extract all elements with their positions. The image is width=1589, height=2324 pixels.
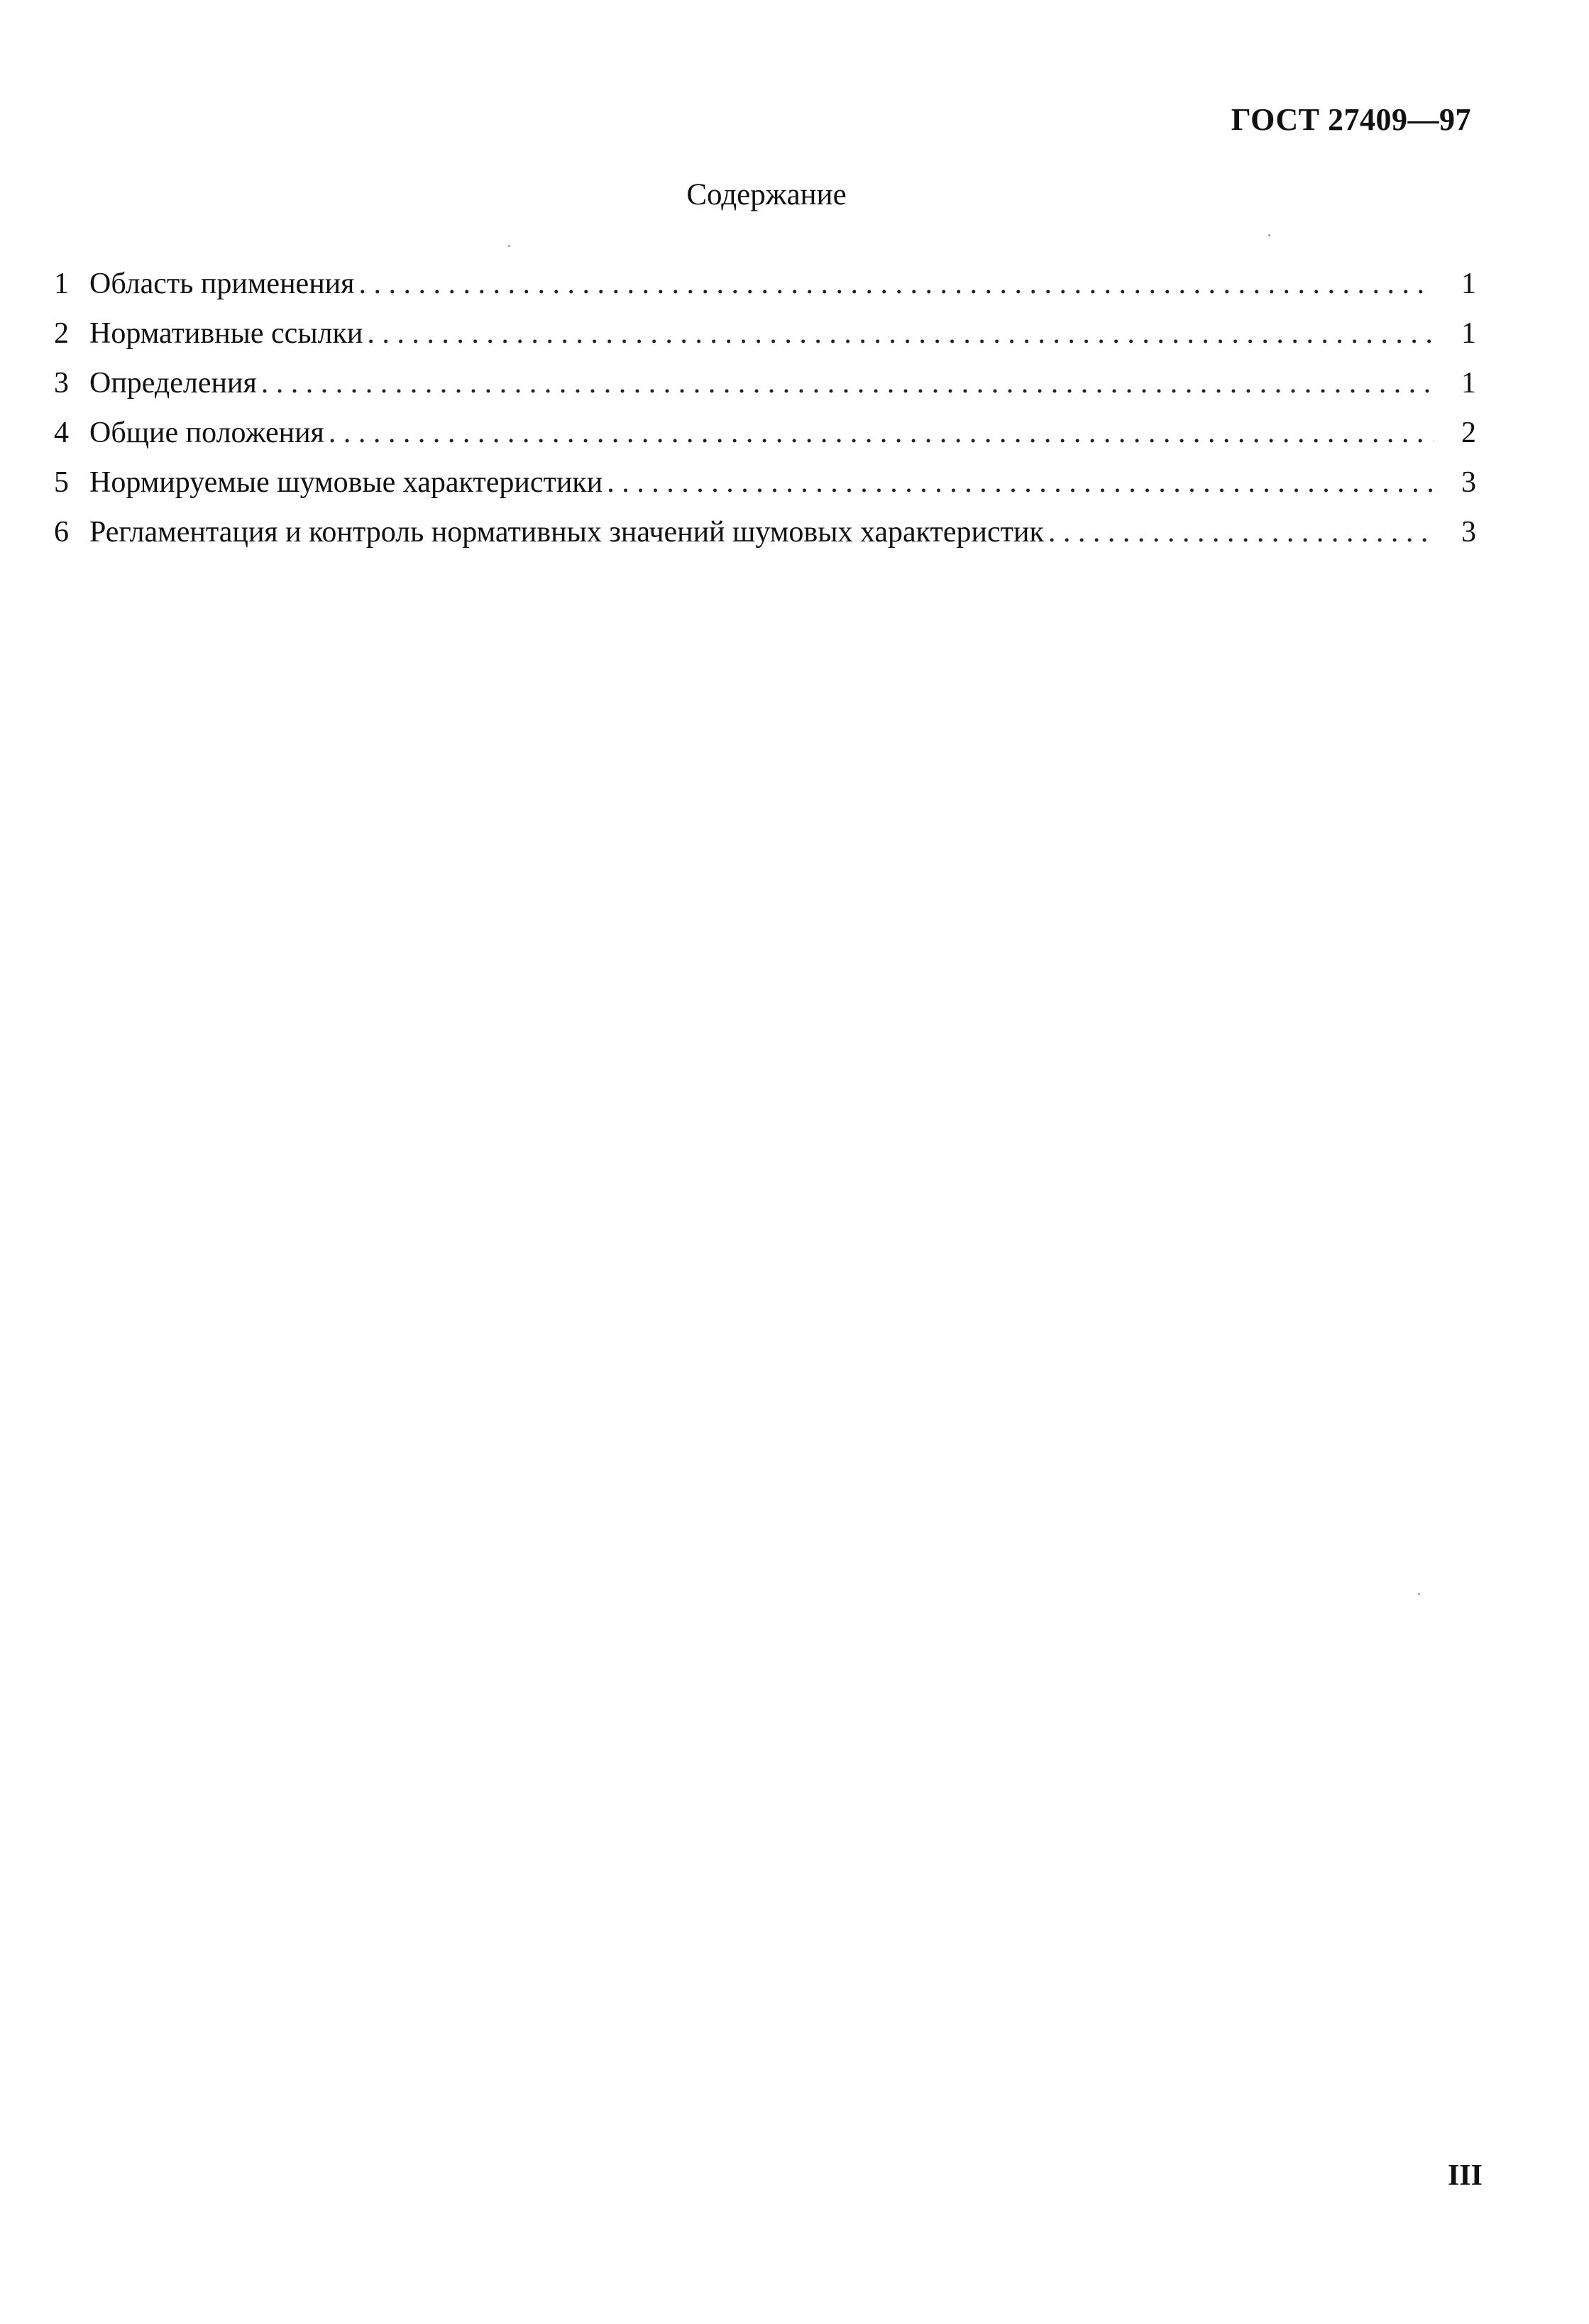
toc-entry-title: Нормативные ссылки [89, 317, 363, 350]
toc-entry-page: 1 [1461, 367, 1476, 400]
toc-entry-number: 3 [54, 367, 69, 400]
toc-entry [54, 259, 1476, 309]
toc-entry-page: 2 [1461, 417, 1476, 449]
toc-entry-number: 5 [54, 466, 69, 499]
toc-entry-number: 2 [54, 317, 69, 350]
toc-entry [54, 458, 1476, 507]
toc-title: Содержание [686, 178, 847, 211]
scan-speck [1268, 234, 1270, 236]
toc-dot-leader [1048, 507, 1434, 557]
toc-entry-title: Определения [89, 367, 257, 400]
page-number: III [1447, 2159, 1483, 2192]
toc-entry-title: Нормируемые шумовые характеристики [89, 466, 603, 499]
toc-entry-number: 4 [54, 417, 69, 449]
toc-dot-leader [367, 309, 1434, 358]
toc-entry-page: 3 [1461, 516, 1476, 549]
toc-entry [54, 408, 1476, 458]
document-code: ГОСТ 27409—97 [1231, 102, 1471, 137]
toc-dot-leader [329, 408, 1434, 458]
table-of-contents [54, 259, 1476, 557]
toc-entry-page: 3 [1461, 466, 1476, 499]
toc-entry-title: Регламентация и контроль нормативных значений шумовых характеристик [89, 516, 1044, 549]
scan-speck [508, 245, 510, 247]
toc-entry-title: Общие положения [89, 417, 324, 449]
scan-speck [1418, 1593, 1420, 1595]
toc-entry [54, 309, 1476, 358]
toc-dot-leader [607, 458, 1434, 507]
toc-entry [54, 507, 1476, 557]
toc-entry [54, 358, 1476, 408]
toc-dot-leader [358, 259, 1434, 309]
toc-entry-page: 1 [1461, 317, 1476, 350]
toc-entry-title: Область применения [89, 268, 355, 300]
toc-entry-number: 1 [54, 268, 69, 300]
toc-dot-leader [261, 358, 1434, 408]
toc-entry-number: 6 [54, 516, 69, 549]
toc-entry-page: 1 [1461, 268, 1476, 300]
